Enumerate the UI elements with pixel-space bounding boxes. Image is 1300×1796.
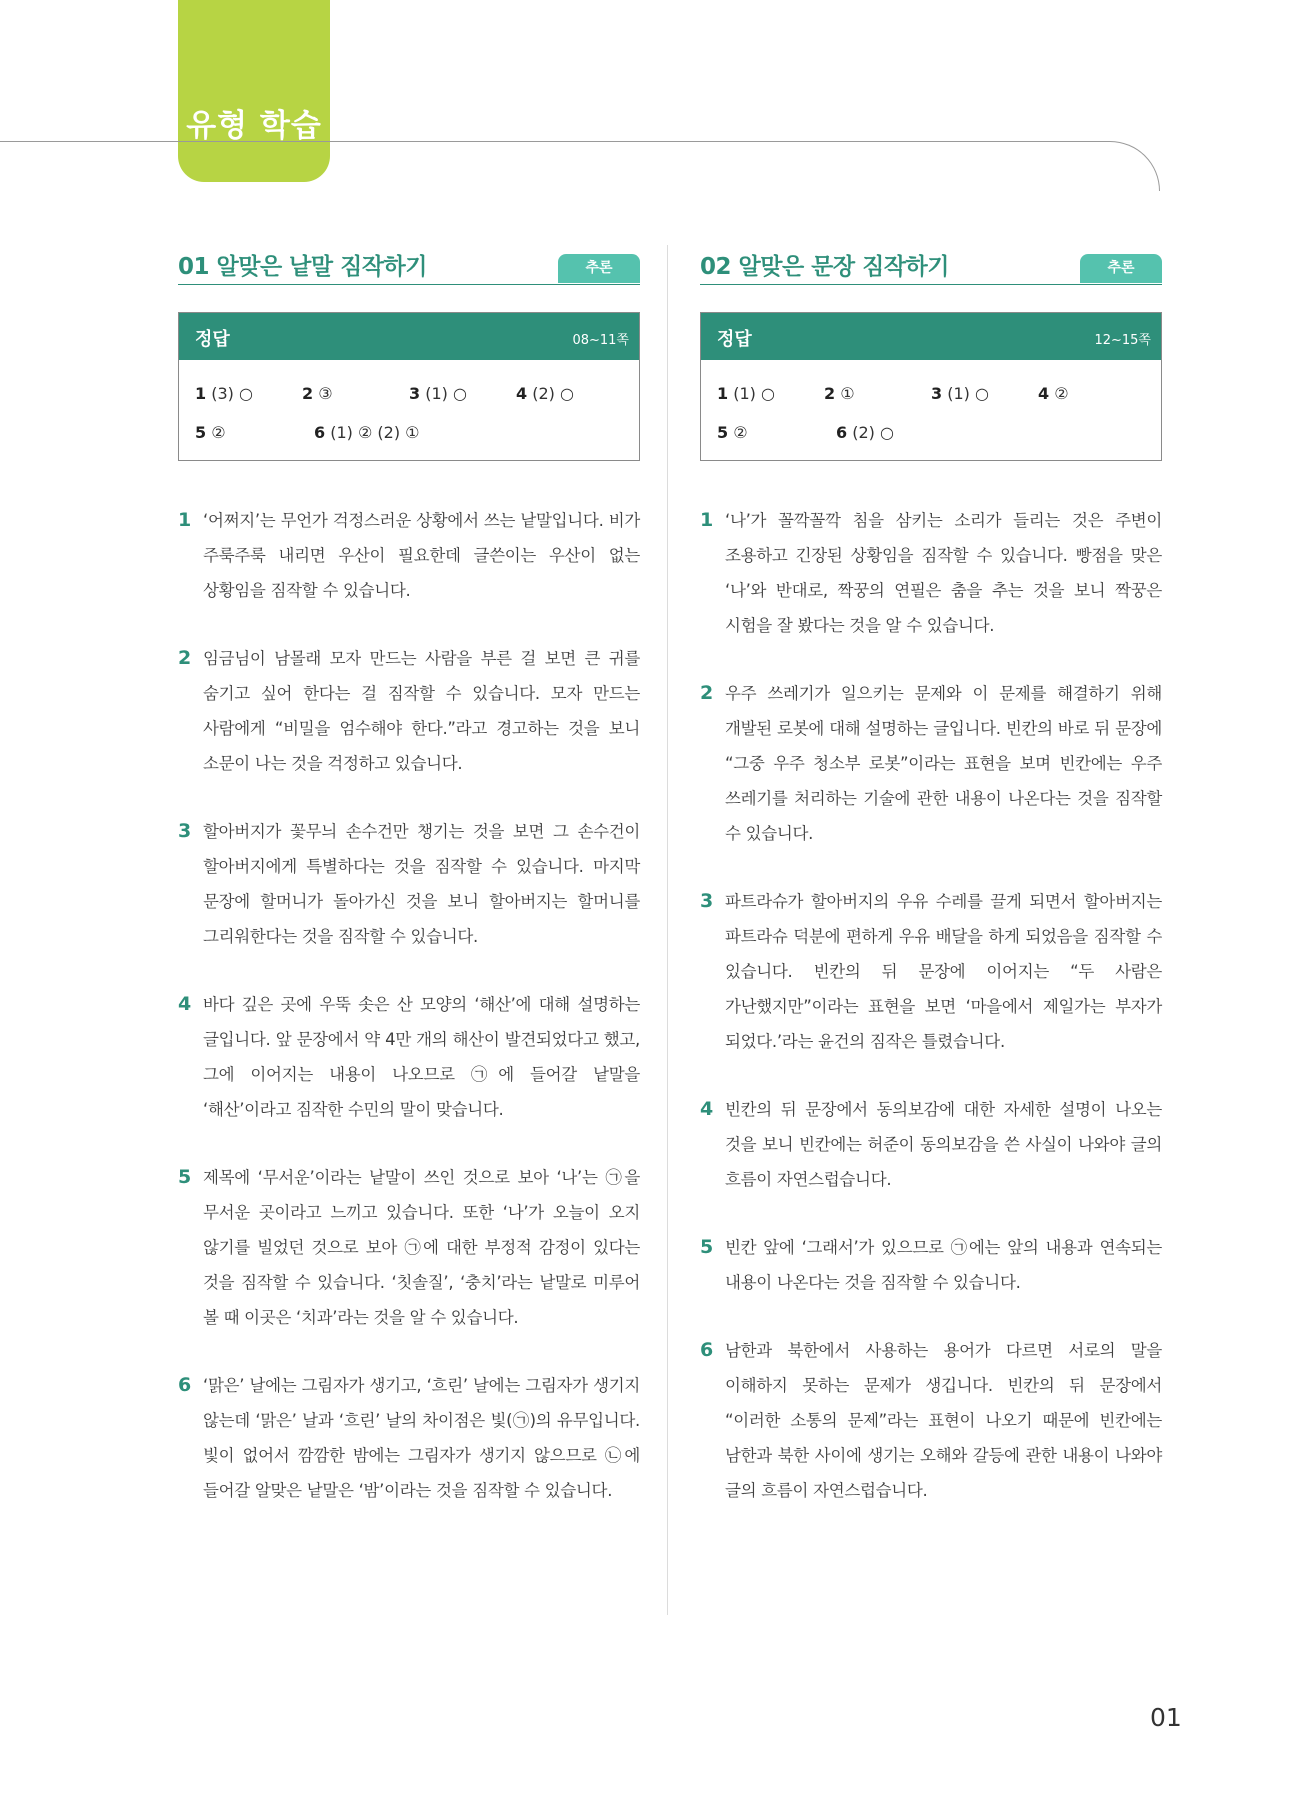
item-text: 남한과 북한에서 사용하는 용어가 다르면 서로의 말을 이해하지 못하는 문제가 생깁니다. 빈칸의 뒤 문장에서 “이러한 소통의 문제”라는 표현이 나오기 때문에 빈칸에는 남한과 북한 사이에 생기는 오해와 갈등에 관한 내용이 나와야 글의 흐름이 자연스럽습니다.: [725, 1341, 1162, 1500]
answer-number: 4: [1038, 384, 1050, 403]
answer-number: 6: [314, 423, 326, 442]
item-number: 3: [700, 890, 714, 912]
explanation-item: [178, 1368, 640, 1508]
answer-number: 6: [836, 423, 848, 442]
answer-value: ①: [840, 384, 855, 403]
column-divider: [667, 245, 668, 1615]
answer-item: [1038, 384, 1145, 403]
answer-value: (1) ○: [425, 384, 467, 403]
answer-label: 정답: [195, 329, 230, 350]
answer-number: 5: [717, 423, 729, 442]
section-badge: 추론: [558, 254, 640, 283]
answer-number: 4: [516, 384, 528, 403]
page-title: 유형 학습: [186, 108, 322, 144]
section-header: [700, 248, 1162, 285]
explanation-list: [700, 503, 1162, 1508]
section-02: [700, 248, 1162, 1541]
header-tab: [178, 0, 330, 182]
header-rule: [0, 141, 1110, 142]
page-number: 01: [1150, 1703, 1182, 1732]
item-text: 우주 쓰레기가 일으키는 문제와 이 문제를 해결하기 위해 개발된 로봇에 대해 설명하는 글입니다. 빈칸의 바로 뒤 문장에 “그중 우주 청소부 로봇”이라는 표현을 보며 빈칸에는 우주 쓰레기를 처리하는 기술에 관한 내용이 나온다는 것을 짐작할 수 있습니다.: [725, 684, 1162, 843]
answer-item: [409, 384, 516, 403]
answer-item: [195, 423, 314, 442]
answer-item: [836, 423, 955, 442]
answer-body: [179, 360, 639, 460]
explanation-item: [700, 1333, 1162, 1508]
answer-item: [314, 423, 433, 442]
item-number: 3: [178, 820, 192, 842]
section-header: [178, 248, 640, 285]
answer-item: [717, 384, 824, 403]
answer-value: (1) ② (2) ①: [330, 423, 420, 442]
item-number: 4: [700, 1098, 714, 1120]
explanation-item: [178, 814, 640, 954]
header-rule-curve: [1080, 141, 1160, 191]
answer-number: 3: [931, 384, 943, 403]
explanation-item: [700, 884, 1162, 1059]
explanation-item: [178, 1160, 640, 1335]
answer-number: 1: [717, 384, 729, 403]
answer-value: (2) ○: [532, 384, 574, 403]
item-text: 임금님이 남몰래 모자 만드는 사람을 부른 걸 보면 큰 귀를 숨기고 싶어 한다는 걸 짐작할 수 있습니다. 모자 만드는 사람에게 “비밀을 엄수해야 한다.”라고 경고하는 것을 보니 소문이 나는 것을 걱정하고 있습니다.: [203, 649, 640, 773]
item-number: 1: [178, 509, 192, 531]
answer-box: [178, 312, 640, 461]
answer-value: ②: [733, 423, 748, 442]
item-number: 2: [178, 647, 192, 669]
section-01: [178, 248, 640, 1541]
answer-box: [700, 312, 1162, 461]
explanation-item: [700, 503, 1162, 643]
item-text: 할아버지가 꽃무늬 손수건만 챙기는 것을 보면 그 손수건이 할아버지에게 특별하다는 것을 짐작할 수 있습니다. 마지막 문장에 할머니가 돌아가신 것을 보니 할아버지는 할머니를 그리워한다는 것을 짐작할 수 있습니다.: [203, 822, 640, 946]
answer-header: [179, 313, 639, 360]
answer-body: [701, 360, 1161, 460]
explanation-item: [700, 1230, 1162, 1300]
answer-number: 2: [302, 384, 314, 403]
answer-value: (3) ○: [211, 384, 253, 403]
answer-number: 5: [195, 423, 207, 442]
item-number: 1: [700, 509, 714, 531]
explanation-item: [178, 503, 640, 608]
answer-row: [717, 413, 1145, 452]
section-title: 02 알맞은 문장 짐작하기: [700, 254, 949, 280]
explanation-item: [178, 987, 640, 1127]
explanation-item: [700, 676, 1162, 851]
item-text: 빈칸의 뒤 문장에서 동의보감에 대한 자세한 설명이 나오는 것을 보니 빈칸에는 허준이 동의보감을 쓴 사실이 나와야 글의 흐름이 자연스럽습니다.: [725, 1100, 1162, 1189]
answer-value: ②: [1054, 384, 1069, 403]
answer-label: 정답: [717, 329, 752, 350]
item-number: 5: [178, 1166, 192, 1188]
answer-row: [195, 374, 623, 413]
item-text: 파트라슈가 할아버지의 우유 수레를 끌게 되면서 할아버지는 파트라슈 덕분에 편하게 우유 배달을 하게 되었음을 짐작할 수 있습니다. 빈칸의 뒤 문장에 이어지는 “두 사람은 가난했지만”이라는 표현을 보면 ‘마을에서 제일가는 부자가 되었다.’라는 윤건의 짐작은 틀렸습니다.: [725, 892, 1162, 1051]
item-number: 6: [700, 1339, 714, 1361]
answer-item: [931, 384, 1038, 403]
item-text: ‘맑은’ 날에는 그림자가 생기고, ‘흐린’ 날에는 그림자가 생기지 않는데 ‘맑은’ 날과 ‘흐린’ 날의 차이점은 빛(㉠)의 유무입니다. 빛이 없어서 깜깜한 밤에는 그림자가 생기지 않으므로 ㉡에 들어갈 알맞은 낱말은 ‘밤’이라는 것을 짐작할 수 있습니다.: [203, 1376, 640, 1500]
answer-header: [701, 313, 1161, 360]
item-text: ‘나’가 꼴깍꼴깍 침을 삼키는 소리가 들리는 것은 주변이 조용하고 긴장된 상황임을 짐작할 수 있습니다. 빵점을 맞은 ‘나’와 반대로, 짝꿍의 연필은 춤을 추는 것을 보니 짝꿍은 시험을 잘 봤다는 것을 알 수 있습니다.: [725, 511, 1162, 635]
answer-number: 1: [195, 384, 207, 403]
answer-pages: 12~15쪽: [1094, 333, 1151, 348]
item-text: 빈칸 앞에 ‘그래서’가 있으므로 ㉠에는 앞의 내용과 연속되는 내용이 나온다는 것을 짐작할 수 있습니다.: [725, 1238, 1162, 1292]
answer-value: (2) ○: [852, 423, 894, 442]
explanation-item: [700, 1092, 1162, 1197]
answer-pages: 08~11쪽: [572, 333, 629, 348]
answer-item: [824, 384, 931, 403]
answer-item: [717, 423, 836, 442]
answer-value: (1) ○: [947, 384, 989, 403]
answer-item: [302, 384, 409, 403]
answer-row: [717, 374, 1145, 413]
item-number: 2: [700, 682, 714, 704]
answer-item: [195, 384, 302, 403]
answer-number: 2: [824, 384, 836, 403]
item-text: 제목에 ‘무서운’이라는 낱말이 쓰인 것으로 보아 ‘나’는 ㉠을 무서운 곳이라고 느끼고 있습니다. 또한 ‘나’가 오늘이 오지 않기를 빌었던 것으로 보아 ㉠에 대한 부정적 감정이 있다는 것을 짐작할 수 있습니다. ‘칫솔질’, ‘충치’라는 낱말로 미루어 볼 때 이곳은 ‘치과’라는 것을 알 수 있습니다.: [203, 1168, 640, 1327]
section-title: 01 알맞은 낱말 짐작하기: [178, 254, 427, 280]
section-badge: 추론: [1080, 254, 1162, 283]
answer-number: 3: [409, 384, 421, 403]
answer-row: [195, 413, 623, 452]
answer-value: ②: [211, 423, 226, 442]
item-number: 5: [700, 1236, 714, 1258]
explanation-item: [178, 641, 640, 781]
answer-item: [516, 384, 623, 403]
item-text: ‘어쩌지’는 무언가 걱정스러운 상황에서 쓰는 낱말입니다. 비가 주룩주룩 내리면 우산이 필요한데 글쓴이는 우산이 없는 상황임을 짐작할 수 있습니다.: [203, 511, 640, 600]
answer-value: (1) ○: [733, 384, 775, 403]
answer-value: ③: [318, 384, 333, 403]
item-number: 6: [178, 1374, 192, 1396]
item-text: 바다 깊은 곳에 우뚝 솟은 산 모양의 ‘해산’에 대해 설명하는 글입니다. 앞 문장에서 약 4만 개의 해산이 발견되었다고 했고, 그에 이어지는 내용이 나오므로 ㉠에 들어갈 낱말을 ‘해산’이라고 짐작한 수민의 말이 맞습니다.: [203, 995, 640, 1119]
explanation-list: [178, 503, 640, 1508]
item-number: 4: [178, 993, 192, 1015]
